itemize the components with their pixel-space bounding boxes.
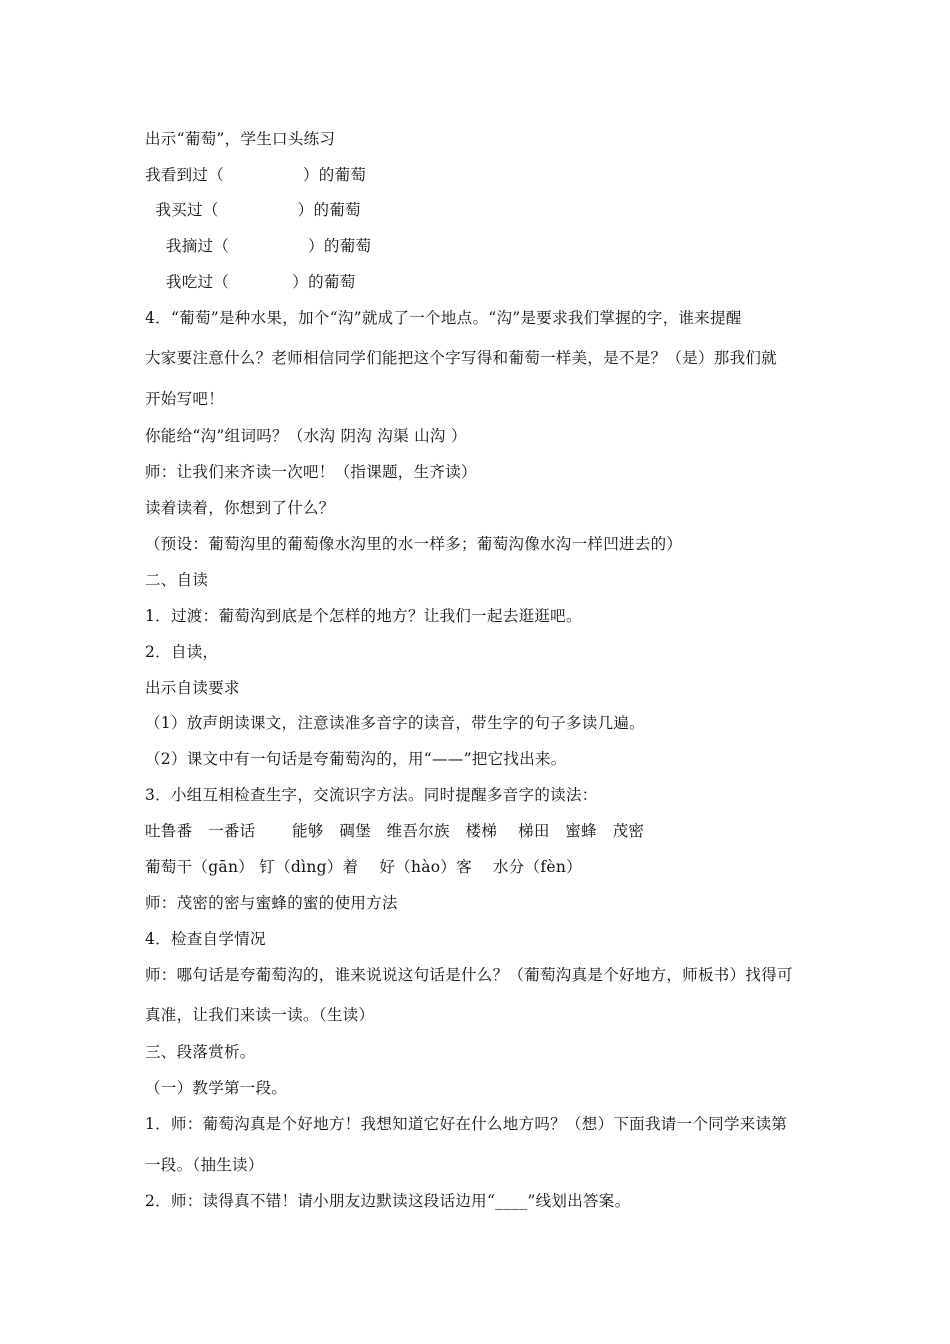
- text-line: 师：让我们来齐读一次吧！（指课题，生齐读）: [145, 463, 477, 481]
- text-line: 2．自读，: [145, 643, 219, 661]
- text-line: 一段。（抽生读）: [145, 1156, 264, 1174]
- pinyin-line: 葡萄干（gān） 钉（dìng）着 好（hào）客 水分（fèn）: [145, 858, 582, 876]
- text-line: （1）放声朗读课文，注意读准多音字的读音，带生字的句子多读几遍。: [145, 714, 645, 732]
- section-heading: 三、段落赏析。: [145, 1043, 256, 1061]
- text-line: 我吃过（ ）的葡萄: [145, 273, 356, 291]
- text-line: 师：茂密的密与蜜蜂的蜜的使用方法: [145, 894, 398, 912]
- text-line: 3．小组互相检查生字，交流识字方法。同时提醒多音字的读法：: [145, 786, 598, 804]
- text-line: 4．检查自学情况: [145, 930, 266, 948]
- text-line: 你能给“沟”组词吗？（水沟 阴沟 沟渠 山沟 ）: [145, 427, 467, 445]
- text-line: 大家要注意什么？老师相信同学们能把这个字写得和葡萄一样美，是不是？（是）那我们就: [145, 349, 778, 367]
- text-line: 4．“葡萄”是种水果，加个“沟”就成了一个地点。“沟”是要求我们掌握的字，谁来提醒: [145, 309, 742, 327]
- text-line: 我买过（ ）的葡萄: [145, 201, 361, 219]
- text-line: 我看到过（ ）的葡萄: [145, 166, 367, 184]
- text-line: 读着读着，你想到了什么？: [145, 499, 335, 517]
- text-line: 我摘过（ ）的葡萄: [145, 237, 372, 255]
- text-line: 2．师：读得真不错！请小朋友边默读这段话边用“____”线划出答案。: [145, 1192, 631, 1210]
- text-line: 开始写吧！: [145, 390, 225, 408]
- text-line: （预设：葡萄沟里的葡萄像水沟里的水一样多；葡萄沟像水沟一样凹进去的）: [145, 535, 683, 553]
- text-line: 1．师：葡萄沟真是个好地方！我想知道它好在什么地方吗？（想）下面我请一个同学来读第: [145, 1115, 788, 1133]
- vocabulary-line: 吐鲁番 一番话 能够 碉堡 维吾尔族 楼梯 梯田 蜜蜂 茂密: [145, 822, 645, 840]
- subsection-heading: （一）教学第一段。: [145, 1079, 288, 1097]
- text-line: 真准，让我们来读一读。（生读）: [145, 1006, 375, 1024]
- text-line: 出示自读要求: [145, 679, 240, 697]
- text-line: 师：哪句话是夸葡萄沟的，谁来说说这句话是什么？（葡萄沟真是个好地方，师板书）找得可: [145, 966, 793, 984]
- text-line: （2）课文中有一句话是夸葡萄沟的，用“——”把它找出来。: [145, 750, 567, 768]
- section-heading: 二、自读: [145, 571, 209, 589]
- text-line: 1．过渡：葡萄沟到底是个怎样的地方？让我们一起去逛逛吧。: [145, 607, 582, 625]
- text-line: 出示“葡萄”，学生口头练习: [145, 130, 336, 148]
